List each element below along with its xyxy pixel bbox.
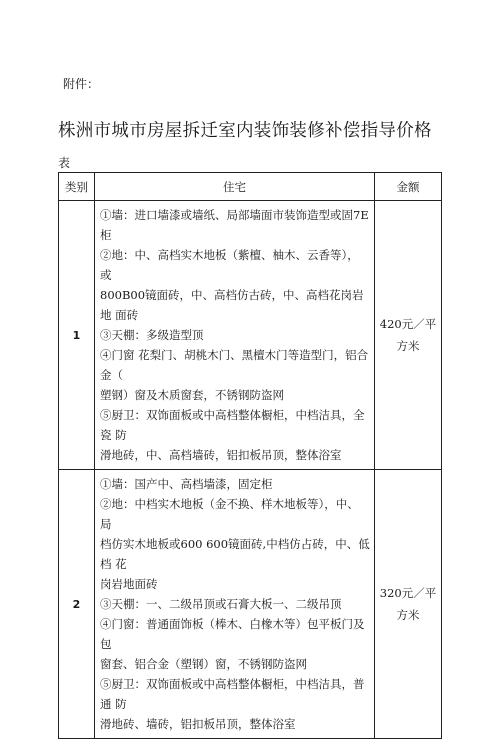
description-line: 800B00镜面砖，中、高档仿古砖，中、高档花岗岩地 面砖 <box>100 288 364 322</box>
price-value: 320元／平 <box>379 586 437 600</box>
description-line: ③天棚：多级造型顶 <box>100 328 204 342</box>
price-cell <box>375 470 442 739</box>
description-line: ④门窗 花梨门、胡桃木门、黑檀木门等造型门，铝合 金（ <box>100 348 369 382</box>
price-unit: 方米 <box>396 339 420 353</box>
document-title: 株洲市城市房屋拆迁室内装饰装修补偿指导价格 <box>58 121 432 141</box>
table-row <box>59 470 442 739</box>
header-residence: 住宅 <box>95 173 375 201</box>
description-line: ①墙：进口墙漆或墙纸、局部墙面市装饰造型或固7E柜 <box>100 208 369 242</box>
description-line: ⑤厨卫：双饰面板或中高档整体橱柜，中档洁具，普通 防 <box>100 677 365 711</box>
description-line: ①墙：国产中、高档墙漆，固定柜 <box>100 477 273 491</box>
description-line: 岗岩地面砖 <box>100 577 158 591</box>
price-cell <box>375 201 442 470</box>
price-value: 420元／平 <box>379 317 437 331</box>
table-label: 表 <box>58 156 71 170</box>
description-line: 档仿实木地板或600 600镜面砖,中档仿占砖，中、低档 花 <box>100 537 370 571</box>
description-cell <box>95 470 375 739</box>
description-line: 滑地砖、墙砖，铝扣板吊顶，整体浴室 <box>100 717 296 731</box>
description-line: ②地：中档实木地板（金不换、样木地板等），中、局 <box>100 497 359 531</box>
category-cell: 2 <box>59 470 95 739</box>
header-category: 类别 <box>59 173 95 201</box>
attachment-label: 附件： <box>63 77 100 91</box>
table-header-row <box>59 173 442 201</box>
description-line: 塑钢）窗及木质窗套，不锈钢防盗网 <box>100 388 284 402</box>
description-line: ④门窗：普通面饰板（棒木、白橡木等）包平板门及包 <box>100 617 365 651</box>
description-line: ⑤厨卫：双饰面板或中高档整体橱柜，中档洁具，全瓷 防 <box>100 408 365 442</box>
table-row <box>59 201 442 470</box>
description-line: 窗套、铝合金（塑钢）窗，不锈钢防盗网 <box>100 657 307 671</box>
header-amount: 金额 <box>375 173 442 201</box>
price-unit: 方米 <box>396 608 420 622</box>
description-line: ③天棚：一、二级吊顶或石膏大板一、二级吊顶 <box>100 597 342 611</box>
description-cell <box>95 201 375 470</box>
description-line: ②地：中、高档实木地板（紫檀、柚木、云香等），或 <box>100 248 359 282</box>
compensation-table <box>58 172 442 739</box>
description-line: 滑地砖，中、高档墙砖，铝扣板吊顶，整体浴室 <box>100 448 342 462</box>
category-cell: 1 <box>59 201 95 470</box>
